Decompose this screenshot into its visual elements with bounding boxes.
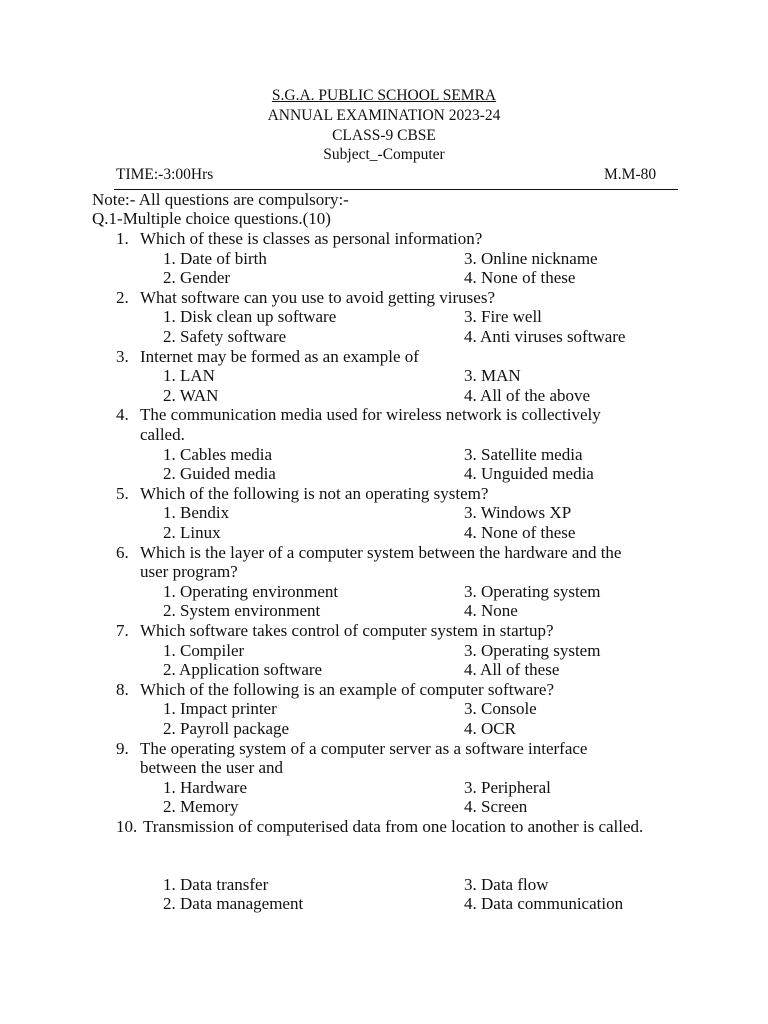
question-text: Which is the layer of a computer system between the hardware and the [140, 542, 622, 562]
answer-option: 2. Application software [163, 660, 323, 680]
answer-option: 1. Date of birth [163, 248, 267, 268]
answer-option: 2. WAN [163, 385, 219, 405]
answer-option: 2. Guided media [163, 464, 276, 484]
answer-option: 2. Memory [163, 797, 239, 817]
question-text: called. [140, 425, 185, 444]
question-text: What software can you use to avoid getting viruses? [140, 287, 496, 307]
exam-title: ANNUAL EXAMINATION 2023-24 [267, 107, 501, 124]
answer-option: 2. System environment [163, 601, 321, 621]
answer-option: 2. Gender [163, 268, 231, 288]
class-label: CLASS-9 CBSE [332, 127, 436, 144]
answer-option: 1. Cables media [163, 444, 273, 464]
answer-option: 3. Data flow [464, 874, 549, 894]
question-text: The operating system of a computer server as a software interface [140, 738, 588, 758]
answer-option: 1. Disk clean up software [163, 307, 337, 327]
question-text: Internet may be formed as an example of [140, 346, 419, 366]
question-number: 7. [116, 621, 129, 640]
answer-option: 3. Windows XP [464, 503, 572, 523]
answer-option: 1. Operating environment [163, 581, 339, 601]
section-title: Q.1-Multiple choice questions.(10) [92, 209, 331, 228]
answer-option: 3. Online nickname [464, 248, 598, 268]
question-number: 1. [116, 229, 129, 248]
question-text: Which of the following is an example of computer software? [140, 679, 555, 699]
answer-option: 4. None of these [464, 268, 576, 288]
answer-option: 3. Console [464, 699, 537, 719]
question-text: Which of these is classes as personal information? [140, 229, 483, 248]
time-label: TIME:-3:00Hrs [116, 166, 214, 183]
answer-option: 1. Hardware [163, 777, 248, 797]
answer-option: 1. Bendix [163, 503, 230, 523]
question-number: 4. [116, 405, 129, 425]
school-name: S.G.A. PUBLIC SCHOOL SEMRA [271, 87, 497, 104]
question-text: Transmission of computerised data from one location to another is called. [143, 817, 644, 836]
question-text: user program? [140, 562, 238, 582]
answer-option: 4. Data communication [464, 894, 624, 914]
question-number: 6. [116, 542, 129, 562]
answer-option: 1. Data transfer [163, 874, 269, 894]
note-text: Note:- All questions are compulsory:- [92, 190, 349, 209]
question-text: Which software takes control of computer system in startup? [140, 621, 554, 640]
answer-option: 4. Unguided media [464, 464, 594, 484]
answer-option: 3. Fire well [464, 307, 542, 327]
answer-option: 4. OCR [464, 719, 516, 738]
question-number: 10. [116, 817, 138, 836]
max-marks-label: M.M-80 [604, 166, 657, 183]
answer-option: 4. Screen [464, 797, 528, 817]
answer-option: 4. All of these [464, 660, 560, 680]
question-text: Which of the following is not an operating system? [140, 483, 489, 503]
subject-label: Subject_-Computer [323, 146, 445, 163]
answer-option: 1. Impact printer [163, 699, 277, 719]
answer-option: 1. Compiler [163, 640, 245, 660]
answer-option: 3. Operating system [464, 581, 601, 601]
answer-option: 2. Data management [163, 894, 304, 914]
question-text: The communication media used for wireless network is collectively [140, 405, 601, 425]
answer-option: 4. None [464, 601, 518, 621]
answer-option: 4. Anti viruses software [464, 327, 626, 346]
answer-option: 3. Operating system [464, 640, 601, 660]
question-number: 8. [116, 679, 129, 699]
question-number: 9. [116, 738, 129, 758]
answer-option: 4. None of these [464, 523, 576, 542]
answer-option: 2. Payroll package [163, 719, 290, 738]
question-number: 3. [116, 346, 129, 366]
answer-option: 3. Satellite media [464, 444, 583, 464]
question-text: between the user and [140, 758, 284, 778]
question-number: 5. [116, 483, 129, 503]
answer-option: 4. All of the above [464, 385, 591, 405]
answer-option: 2. Linux [163, 523, 221, 542]
answer-option: 2. Safety software [163, 327, 287, 346]
answer-option: 3. Peripheral [464, 777, 551, 797]
answer-option: 1. LAN [163, 366, 215, 386]
question-number: 2. [116, 287, 129, 307]
answer-option: 3. MAN [464, 366, 521, 386]
